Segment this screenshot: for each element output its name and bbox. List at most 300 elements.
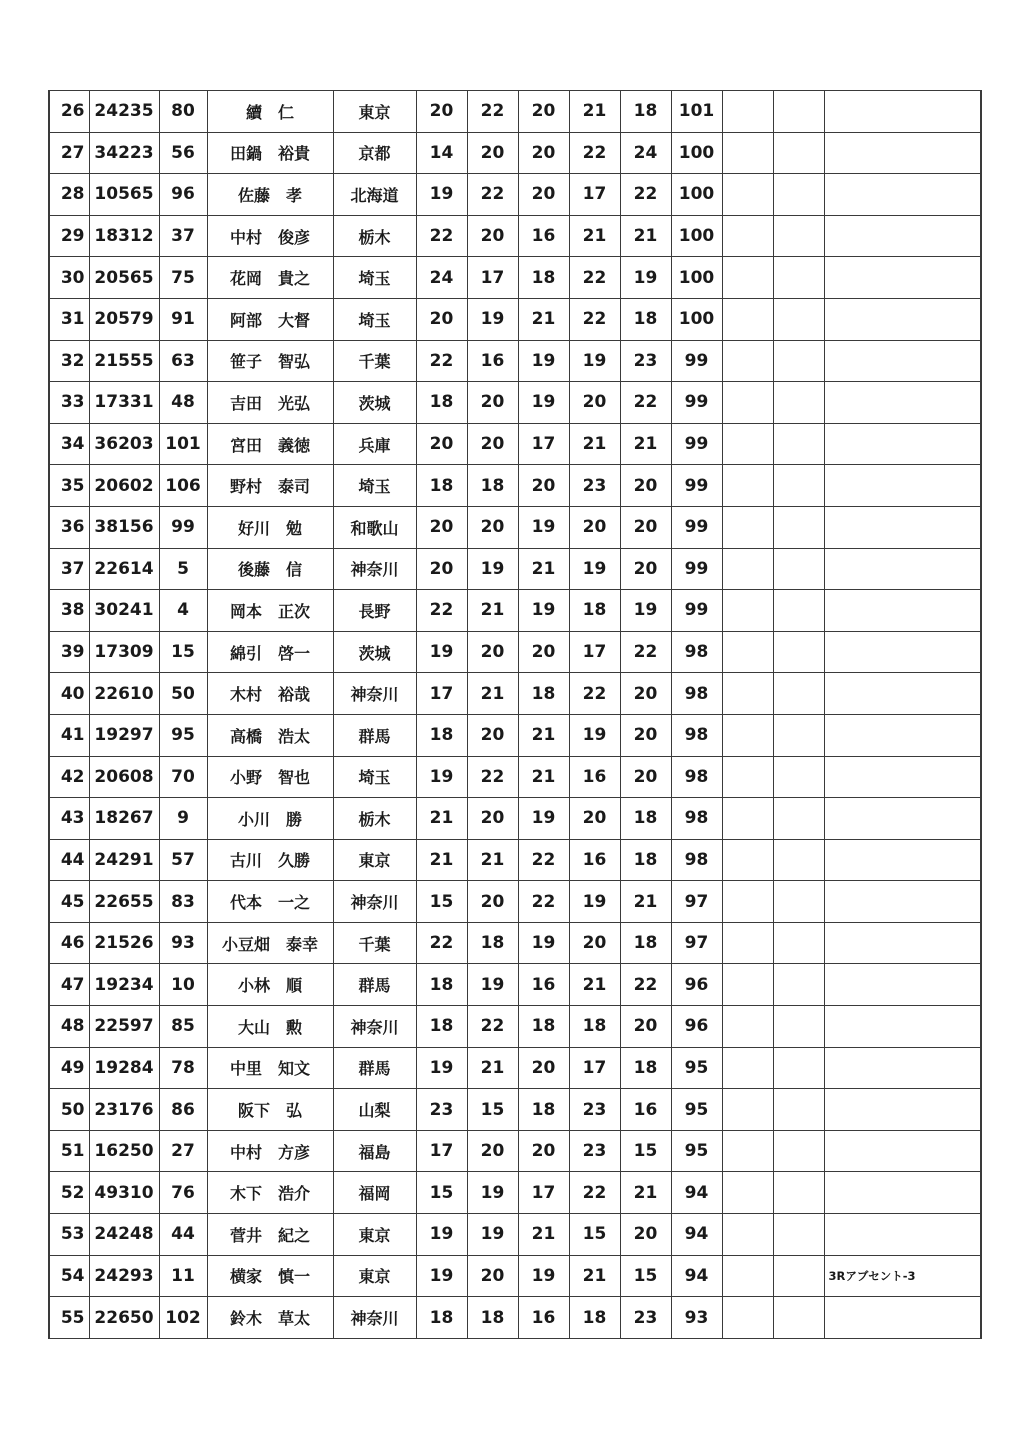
player-name-cell: 阿部 大督 — [207, 298, 333, 340]
total-score-cell: 101 — [671, 91, 722, 133]
rank-cell: 41 — [49, 714, 89, 756]
note-cell — [824, 1006, 981, 1048]
blank-cell — [722, 798, 773, 840]
total-score-cell: 94 — [671, 1255, 722, 1297]
round-2-score-cell: 20 — [467, 798, 518, 840]
member-id-cell: 16250 — [89, 1130, 159, 1172]
rank-cell: 52 — [49, 1172, 89, 1214]
player-name-cell: 中村 方彦 — [207, 1130, 333, 1172]
prefecture-cell: 茨城 — [333, 631, 416, 673]
note-cell — [824, 215, 981, 257]
entry-number-cell: 70 — [159, 756, 207, 798]
player-name-cell: 岡本 正次 — [207, 590, 333, 632]
blank-cell — [722, 132, 773, 174]
round-1-score-cell: 18 — [416, 714, 467, 756]
rank-cell: 43 — [49, 798, 89, 840]
round-2-score-cell: 19 — [467, 548, 518, 590]
blank-cell — [722, 881, 773, 923]
blank-cell — [773, 1089, 824, 1131]
round-1-score-cell: 20 — [416, 91, 467, 133]
player-name-cell: 阪下 弘 — [207, 1089, 333, 1131]
total-score-cell: 94 — [671, 1214, 722, 1256]
rank-cell: 38 — [49, 590, 89, 632]
round-5-score-cell: 20 — [620, 548, 671, 590]
round-4-score-cell: 19 — [569, 714, 620, 756]
round-4-score-cell: 19 — [569, 548, 620, 590]
round-1-score-cell: 15 — [416, 881, 467, 923]
total-score-cell: 98 — [671, 756, 722, 798]
rank-cell: 34 — [49, 423, 89, 465]
blank-cell — [722, 756, 773, 798]
round-2-score-cell: 18 — [467, 922, 518, 964]
round-1-score-cell: 22 — [416, 215, 467, 257]
rank-cell: 45 — [49, 881, 89, 923]
round-3-score-cell: 17 — [518, 423, 569, 465]
entry-number-cell: 4 — [159, 590, 207, 632]
player-name-cell: 好川 勉 — [207, 506, 333, 548]
round-4-score-cell: 17 — [569, 174, 620, 216]
prefecture-cell: 兵庫 — [333, 423, 416, 465]
note-cell — [824, 132, 981, 174]
round-2-score-cell: 20 — [467, 423, 518, 465]
member-id-cell: 18312 — [89, 215, 159, 257]
total-score-cell: 100 — [671, 298, 722, 340]
blank-cell — [773, 215, 824, 257]
rank-cell: 37 — [49, 548, 89, 590]
rank-cell: 55 — [49, 1297, 89, 1339]
rank-cell: 49 — [49, 1047, 89, 1089]
entry-number-cell: 50 — [159, 673, 207, 715]
round-2-score-cell: 19 — [467, 964, 518, 1006]
player-name-cell: 小林 順 — [207, 964, 333, 1006]
round-5-score-cell: 21 — [620, 423, 671, 465]
member-id-cell: 36203 — [89, 423, 159, 465]
round-4-score-cell: 19 — [569, 340, 620, 382]
results-body — [49, 91, 981, 1339]
blank-cell — [722, 964, 773, 1006]
note-cell — [824, 756, 981, 798]
round-4-score-cell: 20 — [569, 798, 620, 840]
round-2-score-cell: 18 — [467, 465, 518, 507]
rank-cell: 50 — [49, 1089, 89, 1131]
round-4-score-cell: 21 — [569, 91, 620, 133]
blank-cell — [773, 423, 824, 465]
round-3-score-cell: 20 — [518, 465, 569, 507]
round-2-score-cell: 20 — [467, 1130, 518, 1172]
round-5-score-cell: 20 — [620, 465, 671, 507]
round-4-score-cell: 21 — [569, 964, 620, 1006]
round-1-score-cell: 19 — [416, 174, 467, 216]
round-5-score-cell: 20 — [620, 673, 671, 715]
round-3-score-cell: 16 — [518, 964, 569, 1006]
total-score-cell: 98 — [671, 673, 722, 715]
entry-number-cell: 37 — [159, 215, 207, 257]
total-score-cell: 99 — [671, 465, 722, 507]
round-1-score-cell: 22 — [416, 590, 467, 632]
round-1-score-cell: 19 — [416, 1214, 467, 1256]
round-4-score-cell: 18 — [569, 590, 620, 632]
member-id-cell: 20579 — [89, 298, 159, 340]
blank-cell — [722, 1214, 773, 1256]
note-cell — [824, 798, 981, 840]
round-5-score-cell: 23 — [620, 340, 671, 382]
round-5-score-cell: 18 — [620, 1047, 671, 1089]
round-1-score-cell: 17 — [416, 673, 467, 715]
round-3-score-cell: 19 — [518, 382, 569, 424]
blank-cell — [722, 1172, 773, 1214]
blank-cell — [773, 506, 824, 548]
round-4-score-cell: 22 — [569, 298, 620, 340]
member-id-cell: 24235 — [89, 91, 159, 133]
entry-number-cell: 78 — [159, 1047, 207, 1089]
round-1-score-cell: 22 — [416, 340, 467, 382]
rank-cell: 48 — [49, 1006, 89, 1048]
blank-cell — [722, 340, 773, 382]
table-row — [49, 798, 981, 840]
round-5-score-cell: 18 — [620, 922, 671, 964]
rank-cell: 40 — [49, 673, 89, 715]
member-id-cell: 22610 — [89, 673, 159, 715]
total-score-cell: 94 — [671, 1172, 722, 1214]
round-3-score-cell: 19 — [518, 590, 569, 632]
note-cell — [824, 922, 981, 964]
round-3-score-cell: 19 — [518, 922, 569, 964]
blank-cell — [722, 465, 773, 507]
round-5-score-cell: 21 — [620, 1172, 671, 1214]
rank-cell: 36 — [49, 506, 89, 548]
blank-cell — [722, 257, 773, 299]
table-row — [49, 506, 981, 548]
rank-cell: 32 — [49, 340, 89, 382]
rank-cell: 27 — [49, 132, 89, 174]
prefecture-cell: 長野 — [333, 590, 416, 632]
round-2-score-cell: 20 — [467, 631, 518, 673]
table-row — [49, 1006, 981, 1048]
round-1-score-cell: 18 — [416, 964, 467, 1006]
note-cell — [824, 506, 981, 548]
rank-cell: 30 — [49, 257, 89, 299]
round-1-score-cell: 19 — [416, 756, 467, 798]
prefecture-cell: 神奈川 — [333, 1006, 416, 1048]
round-4-score-cell: 18 — [569, 1006, 620, 1048]
entry-number-cell: 86 — [159, 1089, 207, 1131]
total-score-cell: 99 — [671, 548, 722, 590]
member-id-cell: 21526 — [89, 922, 159, 964]
round-1-score-cell: 14 — [416, 132, 467, 174]
round-4-score-cell: 21 — [569, 215, 620, 257]
note-cell — [824, 423, 981, 465]
player-name-cell: 田鍋 裕貴 — [207, 132, 333, 174]
round-1-score-cell: 19 — [416, 1255, 467, 1297]
round-1-score-cell: 19 — [416, 631, 467, 673]
round-3-score-cell: 19 — [518, 1255, 569, 1297]
blank-cell — [722, 215, 773, 257]
total-score-cell: 97 — [671, 881, 722, 923]
blank-cell — [773, 673, 824, 715]
prefecture-cell: 東京 — [333, 1255, 416, 1297]
total-score-cell: 96 — [671, 1006, 722, 1048]
round-5-score-cell: 15 — [620, 1255, 671, 1297]
note-cell — [824, 1214, 981, 1256]
round-2-score-cell: 20 — [467, 382, 518, 424]
table-row — [49, 964, 981, 1006]
round-1-score-cell: 21 — [416, 839, 467, 881]
prefecture-cell: 福岡 — [333, 1172, 416, 1214]
round-3-score-cell: 21 — [518, 298, 569, 340]
round-3-score-cell: 18 — [518, 1089, 569, 1131]
note-cell — [824, 1047, 981, 1089]
round-4-score-cell: 21 — [569, 423, 620, 465]
blank-cell — [722, 714, 773, 756]
player-name-cell: 菅井 紀之 — [207, 1214, 333, 1256]
entry-number-cell: 56 — [159, 132, 207, 174]
total-score-cell: 100 — [671, 132, 722, 174]
table-row — [49, 174, 981, 216]
round-5-score-cell: 21 — [620, 215, 671, 257]
round-3-score-cell: 20 — [518, 132, 569, 174]
entry-number-cell: 48 — [159, 382, 207, 424]
round-4-score-cell: 17 — [569, 1047, 620, 1089]
round-3-score-cell: 19 — [518, 506, 569, 548]
prefecture-cell: 千葉 — [333, 922, 416, 964]
note-cell — [824, 548, 981, 590]
round-1-score-cell: 21 — [416, 798, 467, 840]
player-name-cell: 鈴木 草太 — [207, 1297, 333, 1339]
rank-cell: 28 — [49, 174, 89, 216]
entry-number-cell: 85 — [159, 1006, 207, 1048]
round-1-score-cell: 22 — [416, 922, 467, 964]
rank-cell: 33 — [49, 382, 89, 424]
round-5-score-cell: 18 — [620, 91, 671, 133]
table-row — [49, 631, 981, 673]
round-5-score-cell: 23 — [620, 1297, 671, 1339]
member-id-cell: 49310 — [89, 1172, 159, 1214]
blank-cell — [773, 1214, 824, 1256]
blank-cell — [773, 1255, 824, 1297]
prefecture-cell: 東京 — [333, 1214, 416, 1256]
blank-cell — [773, 298, 824, 340]
entry-number-cell: 83 — [159, 881, 207, 923]
round-3-score-cell: 22 — [518, 881, 569, 923]
table-row — [49, 465, 981, 507]
member-id-cell: 19297 — [89, 714, 159, 756]
table-row — [49, 340, 981, 382]
round-2-score-cell: 19 — [467, 298, 518, 340]
round-1-score-cell: 19 — [416, 1047, 467, 1089]
prefecture-cell: 東京 — [333, 839, 416, 881]
note-cell — [824, 382, 981, 424]
table-row — [49, 590, 981, 632]
blank-cell — [722, 1130, 773, 1172]
note-cell — [824, 631, 981, 673]
prefecture-cell: 群馬 — [333, 964, 416, 1006]
entry-number-cell: 57 — [159, 839, 207, 881]
rank-cell: 31 — [49, 298, 89, 340]
round-5-score-cell: 22 — [620, 174, 671, 216]
table-row — [49, 91, 981, 133]
round-3-score-cell: 16 — [518, 215, 569, 257]
entry-number-cell: 80 — [159, 91, 207, 133]
round-5-score-cell: 24 — [620, 132, 671, 174]
total-score-cell: 95 — [671, 1047, 722, 1089]
total-score-cell: 96 — [671, 964, 722, 1006]
table-row — [49, 922, 981, 964]
table-row — [49, 298, 981, 340]
round-2-score-cell: 20 — [467, 881, 518, 923]
round-5-score-cell: 15 — [620, 1130, 671, 1172]
blank-cell — [773, 174, 824, 216]
blank-cell — [773, 964, 824, 1006]
blank-cell — [722, 548, 773, 590]
round-1-score-cell: 20 — [416, 423, 467, 465]
round-2-score-cell: 21 — [467, 590, 518, 632]
round-4-score-cell: 18 — [569, 1297, 620, 1339]
total-score-cell: 98 — [671, 839, 722, 881]
note-cell — [824, 839, 981, 881]
blank-cell — [773, 1006, 824, 1048]
blank-cell — [722, 298, 773, 340]
round-1-score-cell: 18 — [416, 1297, 467, 1339]
blank-cell — [773, 590, 824, 632]
round-4-score-cell: 23 — [569, 1089, 620, 1131]
member-id-cell: 21555 — [89, 340, 159, 382]
prefecture-cell: 茨城 — [333, 382, 416, 424]
note-cell — [824, 1172, 981, 1214]
round-1-score-cell: 20 — [416, 506, 467, 548]
blank-cell — [722, 1255, 773, 1297]
blank-cell — [773, 1047, 824, 1089]
entry-number-cell: 76 — [159, 1172, 207, 1214]
player-name-cell: 續 仁 — [207, 91, 333, 133]
member-id-cell: 18267 — [89, 798, 159, 840]
total-score-cell: 99 — [671, 590, 722, 632]
blank-cell — [722, 506, 773, 548]
prefecture-cell: 千葉 — [333, 340, 416, 382]
blank-cell — [773, 1130, 824, 1172]
entry-number-cell: 63 — [159, 340, 207, 382]
round-5-score-cell: 20 — [620, 756, 671, 798]
blank-cell — [773, 548, 824, 590]
round-2-score-cell: 16 — [467, 340, 518, 382]
round-2-score-cell: 22 — [467, 756, 518, 798]
member-id-cell: 24248 — [89, 1214, 159, 1256]
note-cell — [824, 1089, 981, 1131]
table-row — [49, 1255, 981, 1297]
round-5-score-cell: 22 — [620, 631, 671, 673]
prefecture-cell: 北海道 — [333, 174, 416, 216]
round-5-score-cell: 22 — [620, 964, 671, 1006]
round-2-score-cell: 20 — [467, 714, 518, 756]
table-row — [49, 673, 981, 715]
prefecture-cell: 栃木 — [333, 798, 416, 840]
round-3-score-cell: 22 — [518, 839, 569, 881]
rank-cell: 54 — [49, 1255, 89, 1297]
blank-cell — [722, 174, 773, 216]
round-3-score-cell: 20 — [518, 1047, 569, 1089]
round-5-score-cell: 20 — [620, 1214, 671, 1256]
note-cell — [824, 465, 981, 507]
player-name-cell: 中村 俊彦 — [207, 215, 333, 257]
round-1-score-cell: 15 — [416, 1172, 467, 1214]
player-name-cell: 宮田 義徳 — [207, 423, 333, 465]
rank-cell: 29 — [49, 215, 89, 257]
blank-cell — [722, 922, 773, 964]
blank-cell — [773, 91, 824, 133]
player-name-cell: 綿引 啓一 — [207, 631, 333, 673]
note-cell — [824, 590, 981, 632]
round-2-score-cell: 19 — [467, 1214, 518, 1256]
blank-cell — [722, 839, 773, 881]
prefecture-cell: 神奈川 — [333, 1297, 416, 1339]
blank-cell — [722, 1047, 773, 1089]
round-4-score-cell: 16 — [569, 839, 620, 881]
rank-cell: 35 — [49, 465, 89, 507]
table-row — [49, 1172, 981, 1214]
round-3-score-cell: 18 — [518, 257, 569, 299]
player-name-cell: 古川 久勝 — [207, 839, 333, 881]
note-cell — [824, 964, 981, 1006]
round-1-score-cell: 18 — [416, 1006, 467, 1048]
blank-cell — [773, 839, 824, 881]
blank-cell — [722, 590, 773, 632]
prefecture-cell: 和歌山 — [333, 506, 416, 548]
player-name-cell: 花岡 貴之 — [207, 257, 333, 299]
member-id-cell: 22614 — [89, 548, 159, 590]
player-name-cell: 佐藤 孝 — [207, 174, 333, 216]
round-2-score-cell: 15 — [467, 1089, 518, 1131]
total-score-cell: 99 — [671, 340, 722, 382]
member-id-cell: 22650 — [89, 1297, 159, 1339]
round-2-score-cell: 21 — [467, 839, 518, 881]
round-1-score-cell: 18 — [416, 382, 467, 424]
total-score-cell: 98 — [671, 714, 722, 756]
note-cell — [824, 298, 981, 340]
table-row — [49, 1047, 981, 1089]
blank-cell — [773, 1297, 824, 1339]
round-4-score-cell: 23 — [569, 465, 620, 507]
member-id-cell: 17331 — [89, 382, 159, 424]
round-2-score-cell: 20 — [467, 1255, 518, 1297]
blank-cell — [722, 1006, 773, 1048]
total-score-cell: 93 — [671, 1297, 722, 1339]
blank-cell — [722, 423, 773, 465]
entry-number-cell: 99 — [159, 506, 207, 548]
round-2-score-cell: 22 — [467, 91, 518, 133]
prefecture-cell: 神奈川 — [333, 548, 416, 590]
round-4-score-cell: 20 — [569, 506, 620, 548]
player-name-cell: 木村 裕哉 — [207, 673, 333, 715]
prefecture-cell: 埼玉 — [333, 756, 416, 798]
blank-cell — [722, 673, 773, 715]
player-name-cell: 吉田 光弘 — [207, 382, 333, 424]
table-row — [49, 714, 981, 756]
round-5-score-cell: 22 — [620, 382, 671, 424]
blank-cell — [773, 756, 824, 798]
results-table — [48, 90, 982, 1339]
member-id-cell: 38156 — [89, 506, 159, 548]
round-3-score-cell: 20 — [518, 91, 569, 133]
member-id-cell: 20608 — [89, 756, 159, 798]
round-4-score-cell: 22 — [569, 673, 620, 715]
total-score-cell: 95 — [671, 1089, 722, 1131]
player-name-cell: 代本 一之 — [207, 881, 333, 923]
note-cell — [824, 340, 981, 382]
note-cell — [824, 714, 981, 756]
member-id-cell: 19234 — [89, 964, 159, 1006]
blank-cell — [773, 922, 824, 964]
entry-number-cell: 11 — [159, 1255, 207, 1297]
round-3-score-cell: 18 — [518, 1006, 569, 1048]
